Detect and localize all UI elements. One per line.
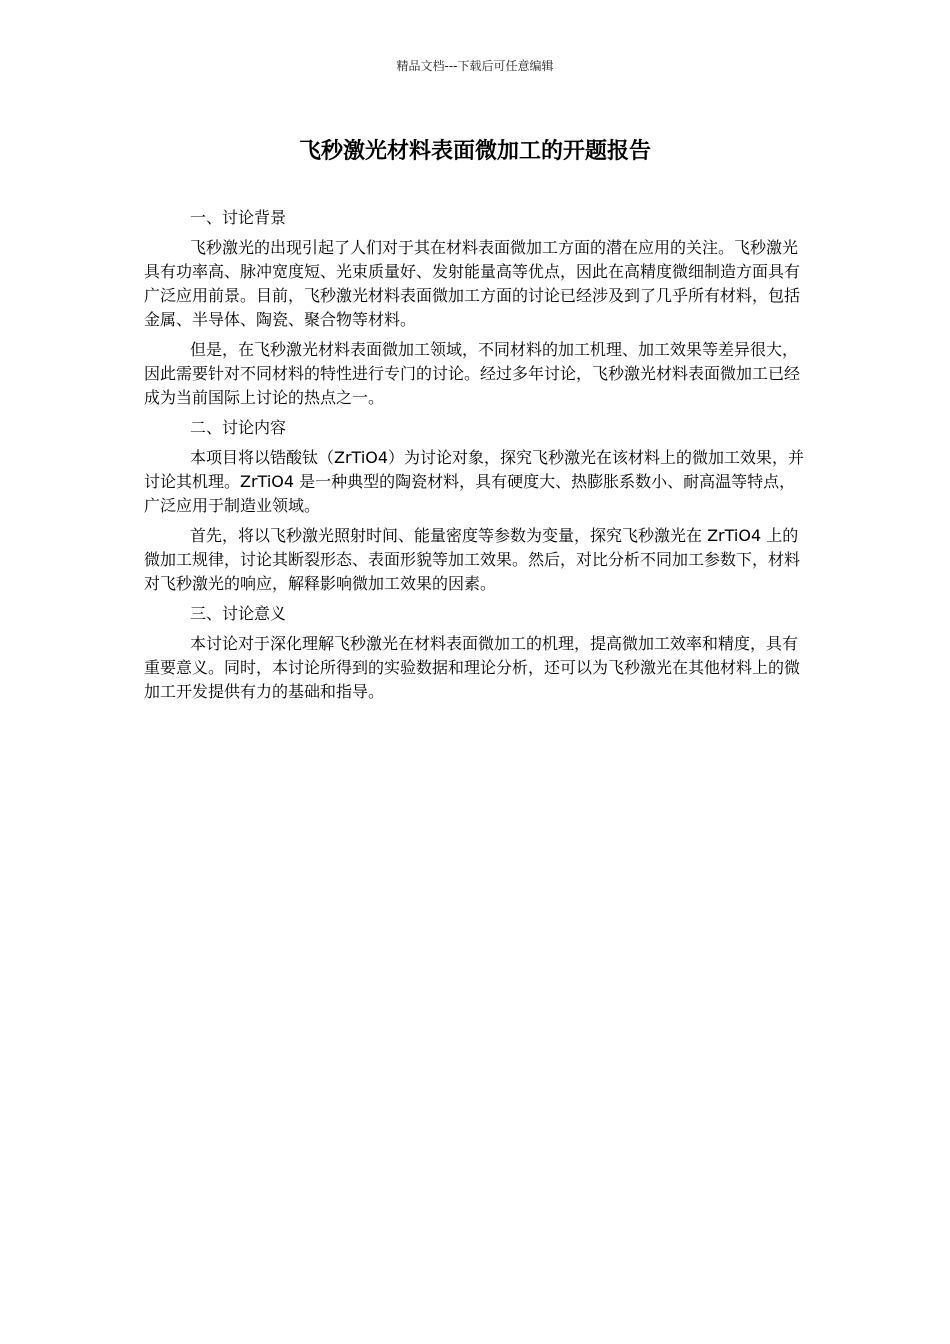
section-heading: 三、讨论意义	[190, 604, 287, 623]
document-title: 飞秒激光材料表面微加工的开题报告	[298, 139, 651, 164]
section-significance	[144, 602, 808, 704]
paragraph: 首先，将以飞秒激光照射时间、能量密度等参数为变量，探究飞秒激光在 ZrTiO4 上的微加工规律，讨论其断裂形态、表面形貌等加工效果。然后，对比分析不同加工参数下，材料对飞秒激光的响应，解释影响微加工效果的因素。	[144, 526, 801, 593]
section-heading: 一、讨论背景	[190, 208, 287, 227]
section-content	[144, 416, 808, 596]
paragraph: 本讨论对于深化理解飞秒激光在材料表面微加工的机理，提高微加工效率和精度，具有重要意义。同时，本讨论所得到的实验数据和理论分析，还可以为飞秒激光在其他材料上的微加工开发提供有力的基础和指导。	[144, 634, 801, 701]
paragraph: 飞秒激光的出现引起了人们对于其在材料表面微加工方面的潜在应用的关注。飞秒激光具有功率高、脉冲宽度短、光束质量好、发射能量高等优点，因此在高精度微细制造方面具有广泛应用前景。目前，飞秒激光材料表面微加工方面的讨论已经涉及到了几乎所有材料，包括金属、半导体、陶瓷、聚合物等材料。	[144, 238, 801, 329]
paragraph: 但是，在飞秒激光材料表面微加工领域，不同材料的加工机理、加工效果等差异很大，因此需要针对不同材料的特性进行专门的讨论。经过多年讨论，飞秒激光材料表面微加工已经成为当前国际上讨论的热点之一。	[144, 340, 801, 407]
page-header: 精品文档---下载后可任意编辑	[396, 59, 554, 73]
section-heading: 二、讨论内容	[190, 418, 287, 437]
document-body	[144, 206, 808, 710]
section-background	[144, 206, 808, 410]
paragraph: 本项目将以锆酸钛（ZrTiO4）为讨论对象，探究飞秒激光在该材料上的微加工效果，并讨论其机理。ZrTiO4 是一种典型的陶瓷材料，具有硬度大、热膨胀系数小、耐高温等特点，广泛应用于制造业领域。	[144, 448, 805, 515]
